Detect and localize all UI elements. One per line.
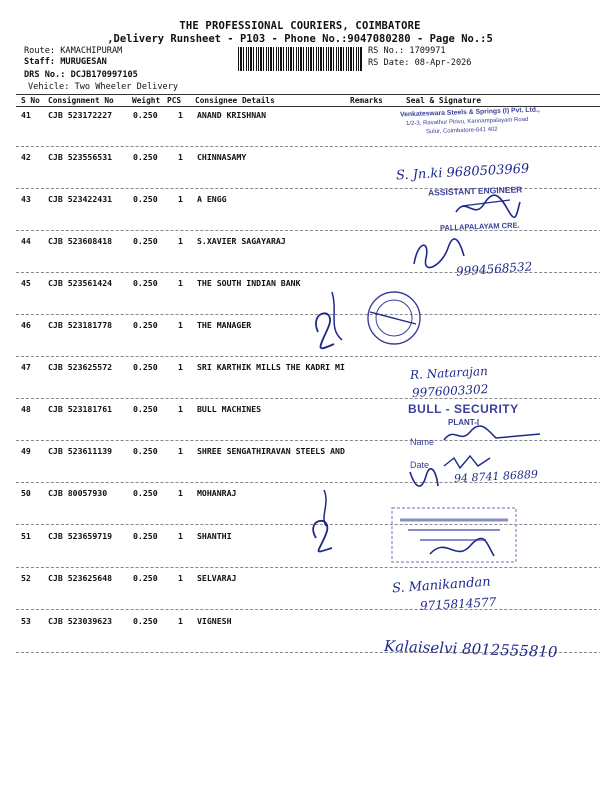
row-sno: 50 bbox=[21, 488, 31, 498]
row-consignment: CJB 80057930 bbox=[48, 488, 108, 498]
row-consignee: CHINNASAMY bbox=[197, 152, 247, 162]
row-consignee: SHANTHI bbox=[197, 531, 232, 541]
row-pcs: 1 bbox=[178, 320, 183, 330]
row-consignment: CJB 523181761 bbox=[48, 404, 113, 414]
col-sno: S No bbox=[21, 96, 40, 105]
row-separator bbox=[16, 146, 600, 147]
security-stamp-date: Date bbox=[410, 460, 430, 470]
drs-label: DRS No.: bbox=[24, 70, 66, 80]
row-weight: 0.250 bbox=[133, 573, 158, 583]
row-sno: 41 bbox=[21, 110, 31, 120]
signature-stamp-45-46 bbox=[298, 282, 448, 358]
phone-row-44: 9994568532 bbox=[455, 259, 533, 279]
staff-name: MURUGESAN bbox=[60, 57, 107, 67]
runsheet-subtitle: ,Delivery Runsheet - P103 - Phone No.:9047080280 - Page No.:5 bbox=[107, 33, 493, 45]
row-sno: 52 bbox=[21, 573, 31, 583]
staff-label: Staff: bbox=[24, 57, 56, 67]
row-consignment: CJB 523625572 bbox=[48, 362, 113, 372]
row-consignment: CJB 523659719 bbox=[48, 531, 113, 541]
row-sno: 45 bbox=[21, 278, 31, 288]
signature-row-42: S. Jn.ki 9680503969 bbox=[395, 161, 530, 184]
row-consignee: S.XAVIER SAGAYARAJ bbox=[197, 236, 286, 246]
row-sno: 44 bbox=[21, 236, 31, 246]
row-weight: 0.250 bbox=[133, 194, 158, 204]
col-consignee: Consignee Details bbox=[195, 96, 275, 105]
col-weight: Weight bbox=[132, 96, 161, 105]
row-pcs: 1 bbox=[178, 488, 183, 498]
row-sno: 46 bbox=[21, 320, 31, 330]
row-weight: 0.250 bbox=[133, 531, 158, 541]
row-sno: 49 bbox=[21, 446, 31, 456]
col-consignment: Consignment No bbox=[48, 96, 114, 105]
row-weight: 0.250 bbox=[133, 446, 158, 456]
row-pcs: 1 bbox=[178, 573, 183, 583]
row-weight: 0.250 bbox=[133, 110, 158, 120]
col-remarks: Remarks bbox=[350, 96, 383, 105]
vehicle-label: Vehicle: Two Wheeler Delivery bbox=[28, 82, 179, 92]
row-consignment: CJB 523561424 bbox=[48, 278, 113, 288]
row-pcs: 1 bbox=[178, 194, 183, 204]
row-pcs: 1 bbox=[178, 236, 183, 246]
row-consignee: ANAND KRISHNAN bbox=[197, 110, 267, 120]
row-consignment: CJB 523172227 bbox=[48, 110, 113, 120]
col-seal: Seal & Signature bbox=[406, 96, 482, 105]
header-top-rule bbox=[16, 94, 600, 95]
row-weight: 0.250 bbox=[133, 616, 158, 626]
row-sno: 43 bbox=[21, 194, 31, 204]
stamp-row-51 bbox=[390, 506, 520, 566]
row-pcs: 1 bbox=[178, 110, 183, 120]
row-consignee: SHREE SENGATHIRAVAN STEELS AND bbox=[197, 446, 345, 456]
row-consignee: SELVARAJ bbox=[197, 573, 237, 583]
row-weight: 0.250 bbox=[133, 320, 158, 330]
route-label: Route: KAMACHIPURAM bbox=[24, 46, 123, 56]
row-consignment: CJB 523625648 bbox=[48, 573, 113, 583]
row-pcs: 1 bbox=[178, 531, 183, 541]
phone-row-47: 9976003302 bbox=[411, 382, 489, 400]
row-weight: 0.250 bbox=[133, 404, 158, 414]
signature-row-53: Kalaiselvi 8012555810 bbox=[383, 636, 558, 662]
signature-scribble-48 bbox=[440, 424, 546, 446]
row-consignment: CJB 523608418 bbox=[48, 236, 113, 246]
row-separator bbox=[16, 609, 600, 610]
security-stamp-line-1: BULL - SECURITY bbox=[408, 402, 519, 416]
company-stamp-line-3: Sulur, Coimbatore-641 402 bbox=[425, 126, 498, 136]
row-sno: 51 bbox=[21, 531, 31, 541]
col-pcs: PCS bbox=[167, 96, 182, 105]
drs-number: DCJB170997105 bbox=[70, 70, 138, 80]
row-consignee: THE SOUTH INDIAN BANK bbox=[197, 278, 301, 288]
row-pcs: 1 bbox=[178, 152, 183, 162]
company-stamp-line-1: Venkateswara Steels & Springs (I) Pvt. Ltd., bbox=[399, 106, 540, 119]
row-separator bbox=[16, 230, 600, 231]
row-weight: 0.250 bbox=[133, 362, 158, 372]
row-consignee: MOHANRAJ bbox=[197, 488, 237, 498]
row-consignment: CJB 523422431 bbox=[48, 194, 113, 204]
row-consignment: CJB 523039623 bbox=[48, 616, 113, 626]
row-weight: 0.250 bbox=[133, 152, 158, 162]
phone-row-49: 94 8741 86889 bbox=[453, 467, 539, 486]
phone-row-52: 9715814577 bbox=[419, 595, 497, 613]
security-stamp-name: Name bbox=[410, 437, 435, 447]
row-weight: 0.250 bbox=[133, 278, 158, 288]
row-consignee: SRI KARTHIK MILLS THE KADRI MI bbox=[197, 362, 345, 372]
row-consignee: THE MANAGER bbox=[197, 320, 252, 330]
row-sno: 53 bbox=[21, 616, 31, 626]
row-consignee: BULL MACHINES bbox=[197, 404, 262, 414]
row-consignee: A ENGG bbox=[197, 194, 227, 204]
company-title: THE PROFESSIONAL COURIERS, COIMBATORE bbox=[179, 20, 421, 32]
engineer-stamp-line-1: ASSISTANT ENGINEER bbox=[427, 184, 523, 198]
row-consignment: CJB 523611139 bbox=[48, 446, 113, 456]
row-pcs: 1 bbox=[178, 362, 183, 372]
rs-date: RS Date: 08-Apr-2026 bbox=[368, 58, 472, 68]
row-consignment: CJB 523181778 bbox=[48, 320, 113, 330]
row-consignment: CJB 523556531 bbox=[48, 152, 113, 162]
engineer-stamp-line-2: PALLAPALAYAM CRE. bbox=[439, 220, 520, 233]
row-separator bbox=[16, 398, 600, 399]
company-stamp-line-2: 1/2-3, Ravathur Pirivu, Kannampalayam Road bbox=[405, 116, 529, 128]
security-stamp-line-2: PLANT-I bbox=[448, 418, 480, 427]
drs-line bbox=[24, 70, 138, 80]
staff-line bbox=[24, 57, 107, 67]
signature-scribble-50-51 bbox=[296, 486, 356, 556]
signature-scribble-43 bbox=[452, 192, 522, 222]
row-sno: 42 bbox=[21, 152, 31, 162]
name-row-52: S. Manikandan bbox=[391, 574, 492, 597]
row-sno: 48 bbox=[21, 404, 31, 414]
rs-number: RS No.: 1709971 bbox=[368, 46, 446, 56]
row-weight: 0.250 bbox=[133, 488, 158, 498]
name-row-47: R. Natarajan bbox=[409, 363, 489, 383]
row-sno: 47 bbox=[21, 362, 31, 372]
row-pcs: 1 bbox=[178, 404, 183, 414]
row-pcs: 1 bbox=[178, 278, 183, 288]
row-pcs: 1 bbox=[178, 446, 183, 456]
row-pcs: 1 bbox=[178, 616, 183, 626]
row-separator bbox=[16, 567, 600, 568]
row-consignee: VIGNESH bbox=[197, 616, 232, 626]
signature-scribble-49 bbox=[406, 466, 442, 494]
row-weight: 0.250 bbox=[133, 236, 158, 246]
barcode bbox=[238, 47, 362, 71]
